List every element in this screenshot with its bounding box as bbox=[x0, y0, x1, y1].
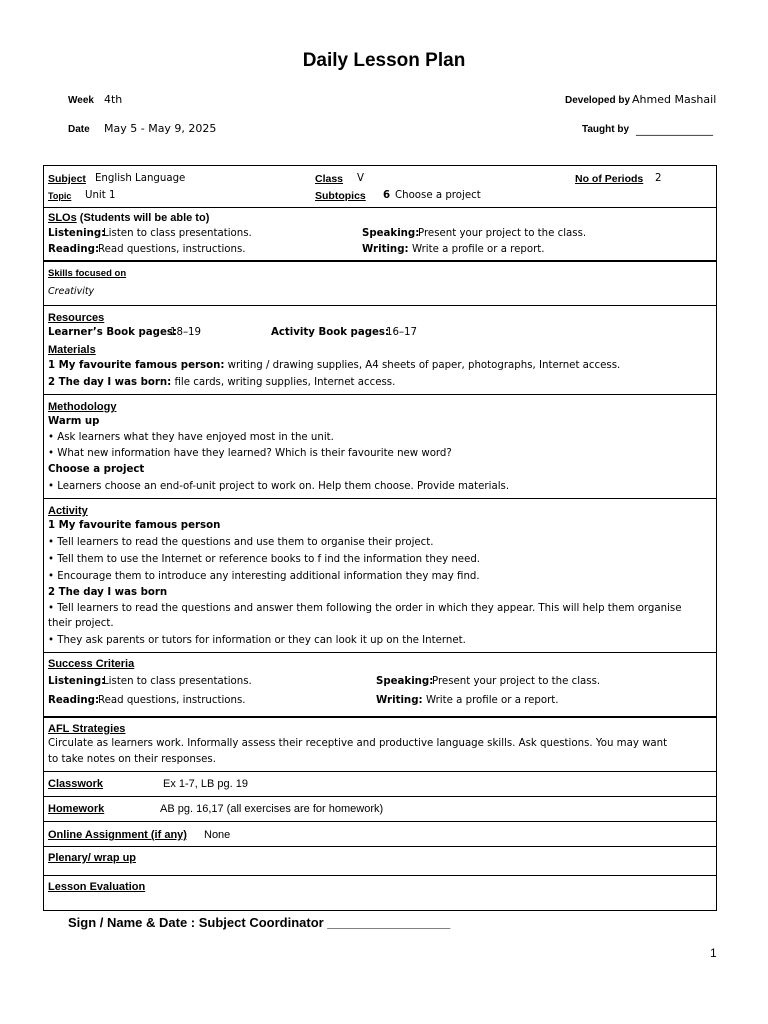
activity-label: Activity bbox=[48, 505, 88, 517]
activity-2-line-2: • They ask parents or tutors for information or they can look it up on the Internet. bbox=[48, 635, 466, 646]
slos-listening-value: Listen to class presentations. bbox=[103, 228, 252, 239]
lesson-evaluation-label: Lesson Evaluation bbox=[48, 881, 146, 893]
subject-section bbox=[44, 166, 716, 208]
subject-label: Subject bbox=[48, 173, 86, 185]
subtopics-number: 6 bbox=[383, 190, 391, 201]
slos-speaking-value: Present your project to the class. bbox=[418, 228, 587, 239]
lesson-evaluation-section bbox=[44, 876, 716, 910]
subtopics-label: Subtopics bbox=[315, 190, 366, 202]
success-writing-value: Write a profile or a report. bbox=[426, 695, 559, 706]
slos-reading-label: Reading: bbox=[48, 244, 100, 255]
materials-label: Materials bbox=[48, 344, 96, 356]
resources-section bbox=[44, 306, 716, 395]
plenary-section bbox=[44, 847, 716, 876]
methodology-line-1: • Ask learners what they have enjoyed most in the unit. bbox=[48, 432, 334, 443]
activity-1-line-3: • Encourage them to introduce any interesting additional information they may find. bbox=[48, 571, 480, 582]
plenary-label: Plenary/ wrap up bbox=[48, 852, 137, 864]
success-listening-value: Listen to class presentations. bbox=[103, 676, 252, 687]
success-listening-label: Listening: bbox=[48, 676, 106, 687]
class-value: V bbox=[357, 173, 364, 184]
activity-1-line-2: • Tell them to use the Internet or reference books to f ind the information they need. bbox=[48, 554, 481, 565]
taught-by-value: ______________ bbox=[636, 123, 713, 136]
page-number: 1 bbox=[710, 946, 717, 960]
afl-line-1: Circulate as learners work. Informally assess their receptive and productive language skills. Ask questions. You may want bbox=[48, 738, 668, 749]
warm-up-label: Warm up bbox=[48, 416, 100, 427]
topic-label: Topic bbox=[48, 191, 72, 201]
success-speaking-label: Speaking: bbox=[376, 676, 434, 687]
skills-label: Skills focused on bbox=[48, 268, 127, 279]
class-label: Class bbox=[315, 173, 344, 185]
methodology-line-3: • Learners choose an end-of-unit project to work on. Help them choose. Provide materials. bbox=[48, 481, 510, 492]
slos-writing-value: Write a profile or a report. bbox=[412, 244, 545, 255]
materials-2-label: 2 The day I was born: bbox=[48, 377, 172, 388]
homework-section bbox=[44, 797, 716, 822]
materials-item-2 bbox=[48, 375, 395, 391]
success-reading-value: Read questions, instructions. bbox=[98, 695, 246, 706]
classwork-label: Classwork bbox=[48, 778, 104, 790]
activity-2-line-1: • Tell learners to read the questions and answer them following the order in which they appear. This will help them organise bbox=[48, 603, 682, 614]
skills-value: Creativity bbox=[48, 286, 95, 297]
activity-1-line-1: • Tell learners to read the questions and use them to organise their project. bbox=[48, 537, 434, 548]
periods-value: 2 bbox=[655, 173, 662, 184]
slos-reading-value: Read questions, instructions. bbox=[98, 244, 246, 255]
online-assignment-label: Online Assignment (if any) bbox=[48, 829, 187, 841]
success-criteria-label: Success Criteria bbox=[48, 658, 135, 670]
learners-book-value: 18–19 bbox=[170, 327, 202, 338]
materials-1-value: writing / drawing supplies, A4 sheets of paper, photographs, Internet access. bbox=[227, 360, 621, 371]
methodology-line-2: • What new information have they learned? Which is their favourite new word? bbox=[48, 448, 452, 459]
subject-value: English Language bbox=[95, 173, 186, 184]
success-speaking-value: Present your project to the class. bbox=[432, 676, 601, 687]
success-writing-label: Writing: bbox=[376, 695, 423, 706]
classwork-section bbox=[44, 772, 716, 797]
methodology-label: Methodology bbox=[48, 401, 117, 413]
subtopics-value: Choose a project bbox=[395, 190, 481, 201]
materials-item-1 bbox=[48, 358, 620, 374]
materials-1-label: 1 My favourite famous person: bbox=[48, 360, 225, 371]
classwork-value: Ex 1-7, LB pg. 19 bbox=[163, 778, 248, 790]
online-assignment-section bbox=[44, 822, 716, 847]
activity-2-label: 2 The day I was born bbox=[48, 587, 168, 598]
homework-value: AB pg. 16,17 (all exercises are for homework) bbox=[160, 803, 384, 815]
resources-label: Resources bbox=[48, 312, 105, 324]
online-assignment-value: None bbox=[204, 829, 231, 841]
slos-writing-label: Writing: bbox=[362, 244, 409, 255]
slos-listening-label: Listening: bbox=[48, 228, 106, 239]
activity-2-line-1b: their project. bbox=[48, 618, 114, 629]
page-title: Daily Lesson Plan bbox=[302, 50, 466, 71]
learners-book-label: Learner’s Book pages: bbox=[48, 327, 177, 338]
date-label: Date bbox=[68, 124, 90, 135]
activity-book-value: 16–17 bbox=[386, 327, 418, 338]
success-criteria-section bbox=[44, 653, 716, 718]
afl-label: AFL Strategies bbox=[48, 723, 126, 735]
success-reading-label: Reading: bbox=[48, 695, 100, 706]
coordinator-sign-line: Sign / Name & Date : Subject Coordinator _________________ bbox=[68, 915, 451, 930]
periods-label: No of Periods bbox=[575, 173, 644, 185]
slos-heading bbox=[48, 210, 209, 226]
choose-project-label: Choose a project bbox=[48, 464, 145, 475]
developed-by-label: Developed by bbox=[565, 95, 631, 106]
slos-section bbox=[44, 208, 716, 262]
developed-by-value: Ahmed Mashail bbox=[632, 93, 717, 106]
slos-label: SLOs bbox=[48, 212, 77, 224]
afl-line-2: to take notes on their responses. bbox=[48, 754, 216, 765]
activity-book-label: Activity Book pages: bbox=[271, 327, 390, 338]
methodology-section bbox=[44, 395, 716, 499]
activity-section bbox=[44, 499, 716, 653]
afl-section bbox=[44, 718, 716, 772]
activity-1-label: 1 My favourite famous person bbox=[48, 520, 221, 531]
lesson-plan-form bbox=[43, 165, 717, 911]
homework-label: Homework bbox=[48, 803, 105, 815]
date-value: May 5 - May 9, 2025 bbox=[104, 122, 217, 135]
week-label: Week bbox=[68, 95, 94, 106]
slos-speaking-label: Speaking: bbox=[362, 228, 420, 239]
week-value: 4th bbox=[104, 93, 123, 106]
taught-by-label: Taught by bbox=[582, 124, 630, 135]
materials-2-value: file cards, writing supplies, Internet access. bbox=[174, 377, 396, 388]
topic-value: Unit 1 bbox=[85, 190, 116, 201]
skills-section bbox=[44, 262, 716, 306]
slos-label-suffix: (Students will be able to) bbox=[76, 212, 210, 224]
